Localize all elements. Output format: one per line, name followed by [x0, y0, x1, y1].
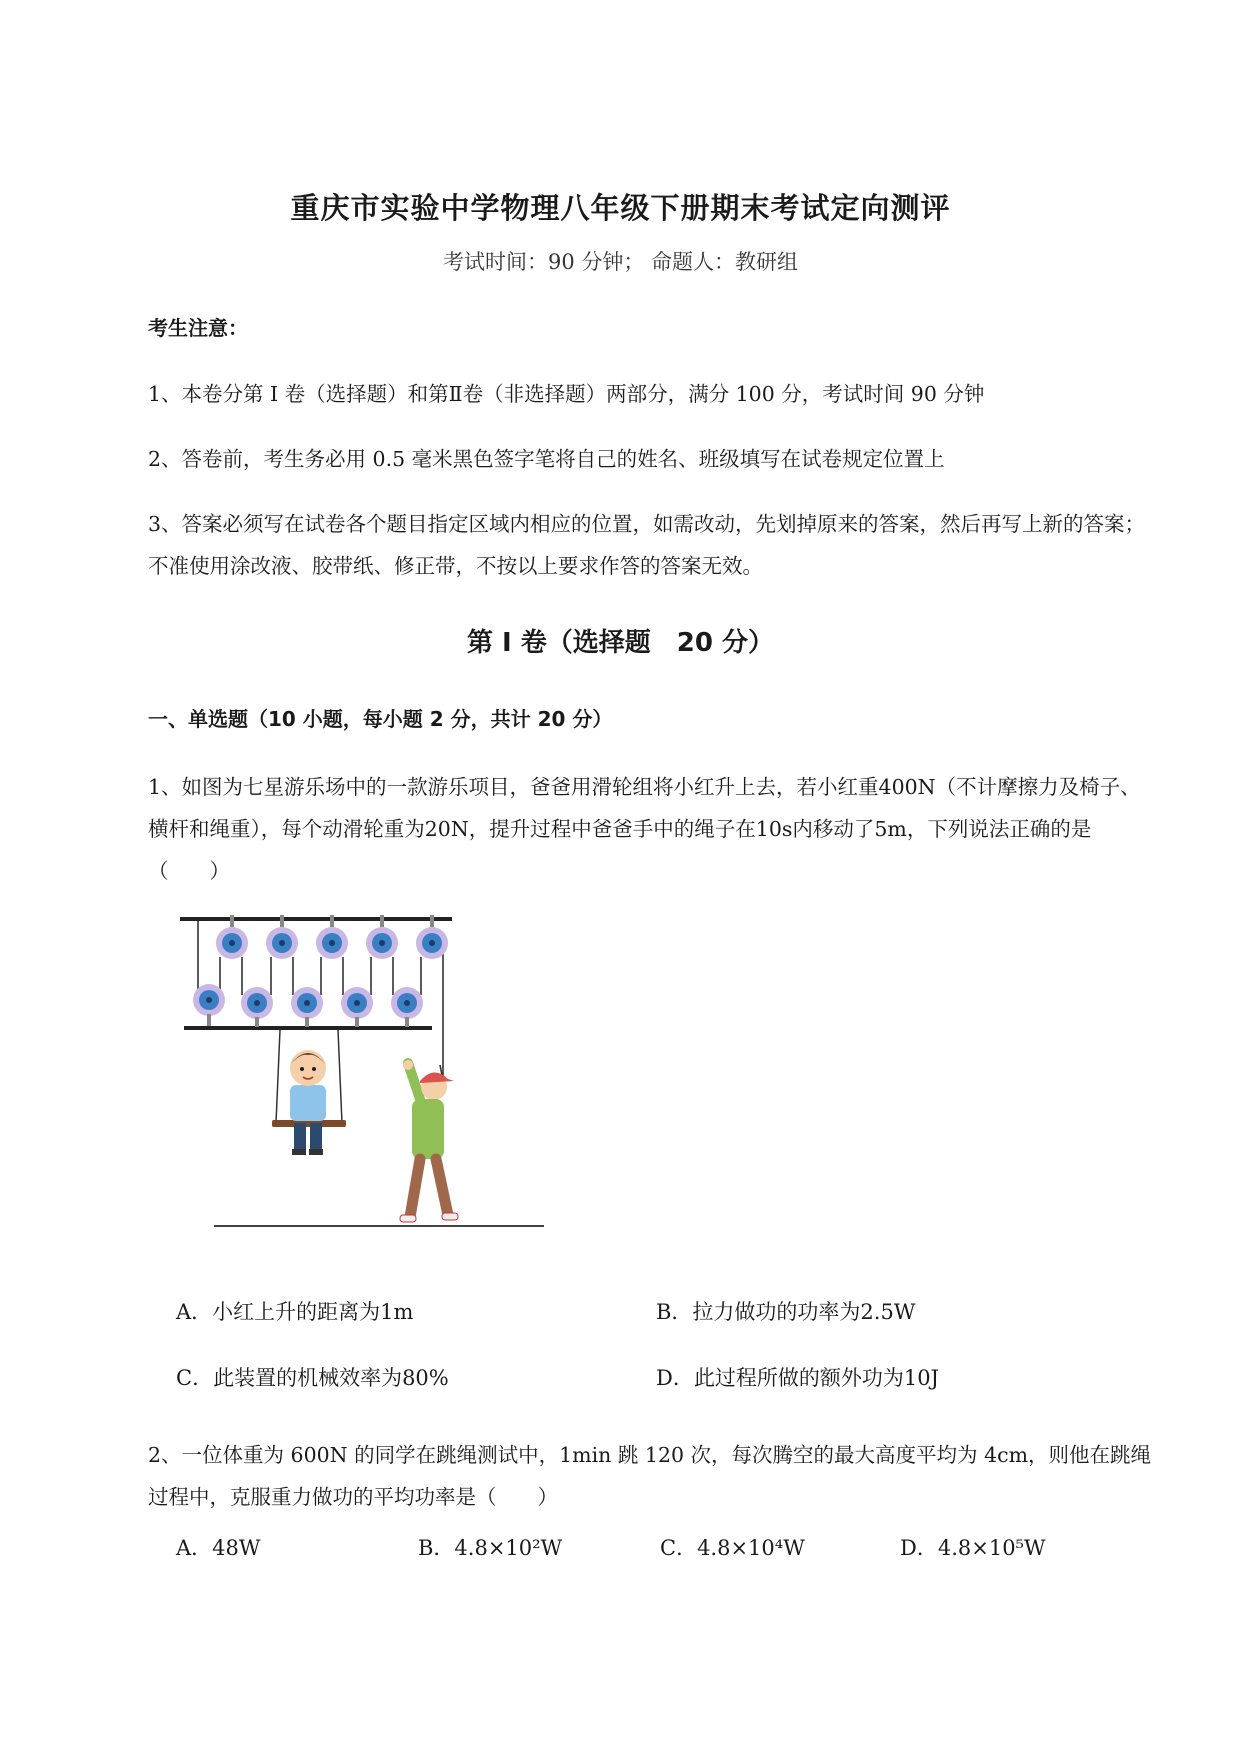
boy-figure	[272, 1050, 346, 1155]
notice-item-3: 3、答案必须写在试卷各个题目指定区域内相应的位置，如需改动，先划掉原来的答案，然后再写上新的答案；不准使用涂改液、胶带纸、修正带，不按以上要求作答的答案无效。	[148, 512, 1146, 578]
question-1-option-a[interactable]: A．小红上升的距离为1m	[176, 1300, 414, 1324]
top-beam	[180, 917, 452, 921]
question-2-option-c[interactable]: C．4.8×10⁴W	[660, 1536, 805, 1560]
notice-item-1: 1、本卷分第 I 卷（选择题）和第Ⅱ卷（非选择题）两部分，满分 100 分，考试时间 90 分钟	[148, 382, 985, 406]
question-1-option-b[interactable]: B．拉力做功的功率为2.5W	[656, 1300, 916, 1324]
exam-info: 考试时间：90 分钟； 命题人：教研组	[442, 250, 799, 274]
section-title: 第 I 卷（选择题 20 分）	[466, 628, 774, 658]
ground-line	[214, 1225, 544, 1227]
part-heading: 一、单选题（10 小题，每小题 2 分，共计 20 分）	[148, 707, 613, 731]
notice-heading: 考生注意：	[148, 316, 248, 340]
question-2-option-b[interactable]: B．4.8×10²W	[418, 1536, 563, 1560]
question-2-option-d[interactable]: D．4.8×10⁵W	[900, 1536, 1046, 1560]
fixed-pulleys	[216, 915, 448, 959]
question-1-stem: 1、如图为七星游乐场中的一款游乐项目，爸爸用滑轮组将小红升上去，若小红重400N（不计摩擦力及椅子、横杆和绳重），每个动滑轮重为20N，提升过程中爸爸手中的绳子在10s内移动了5m，下列说法正确的是（ ）	[148, 775, 1141, 883]
question-2-option-a[interactable]: A．48W	[176, 1536, 261, 1560]
question-1-option-c[interactable]: C．此装置的机械效率为80%	[176, 1366, 449, 1390]
question-2-stem: 2、一位体重为 600N 的同学在跳绳测试中，1min 跳 120 次，每次腾空的最大高度平均为 4cm，则他在跳绳过程中，克服重力做功的平均功率是（ ）	[148, 1443, 1152, 1509]
pulley-illustration	[176, 915, 556, 1250]
page-title: 重庆市实验中学物理八年级下册期末考试定向测评	[290, 191, 951, 225]
movable-pulleys	[193, 984, 423, 1027]
man-figure	[400, 1060, 458, 1222]
question-1-option-d[interactable]: D．此过程所做的额外功为10J	[656, 1366, 939, 1390]
notice-item-2: 2、答卷前，考生务必用 0.5 毫米黑色签字笔将自己的姓名、班级填写在试卷规定位置上	[148, 447, 945, 471]
